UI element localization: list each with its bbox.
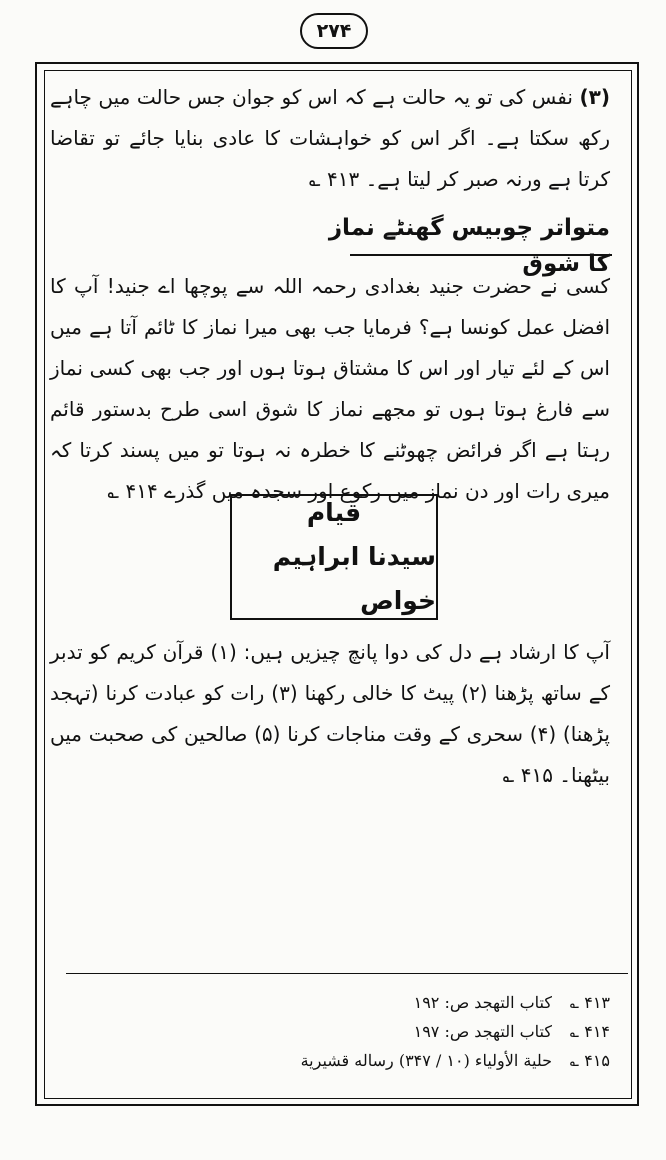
- page-number: ۲۷۴: [300, 13, 368, 49]
- footnotes: [130, 988, 610, 1075]
- footnote-number: ۴۱۳ ؎: [569, 993, 610, 1012]
- paragraph-2: کسی نے حضرت جنید بغدادی رحمہ اللہ سے پوچھا اے جنید! آپ کا افضل عمل کونسا ہے؟ فرمایا جب بھی میرا نماز کا ٹائم آتا ہے میں اس کے لئے تیار اور اس کا مشتاق ہوتا ہوں اور جب بھی کسی نماز سے فارغ ہوتا ہوں تو مجھے نماز کا شوق اسی طرح بدستور قائم رہتا ہے اگر فرائض چھوٹنے کا خطرہ نہ ہوتا تو میں پسند کرتا کہ میری رات اور دن نماز میں رکوع اور سجدہ میں گذرے ۴۱۴ ؎: [50, 274, 610, 503]
- paragraph-3: آپ کا ارشاد ہے دل کی دوا پانچ چیزیں ہیں: (۱) قرآن کریم کو تدبر کے ساتھ پڑھنا (۲) پیٹ کا خالی رکھنا (۳) رات کو عبادت کرنا (تہجد پڑھنا) (۴) سحری کے وقت مناجات کرنا (۵) صالحین کی صحبت میں بیٹھنا۔ ۴۱۵ ؎: [50, 640, 610, 787]
- paragraph-1-text: نفس کی تو یہ حالت ہے کہ اس کو جوان جس حالت میں چاہے رکھ سکتا ہے۔ اگر اس کو خواہشات کا عادی بنایا جائے تو تقاضا کرتا ہے ورنہ صبر کر لیتا ہے۔ ۴۱۳ ؎: [50, 85, 610, 191]
- footnote-item: [130, 988, 610, 1017]
- section-heading: متواتر چوبیس گھنٹے نماز کا شوق: [328, 215, 610, 277]
- heading-underline: [350, 254, 612, 256]
- section-box-title: قیام: [306, 498, 362, 527]
- footnote-number: ۴۱۵ ؎: [569, 1051, 610, 1070]
- footnote-number: ۴۱۴ ؎: [569, 1022, 610, 1041]
- paragraph-1-number: (۳): [579, 85, 610, 109]
- footnote-text: کتاب التهجد ص: ۱۹۲: [413, 993, 552, 1012]
- footnote-divider: [66, 973, 628, 974]
- section-box-subtitle: سیدنا ابراہیم خواص: [272, 542, 436, 615]
- footnote-item: [130, 1046, 610, 1075]
- section-title-box: [230, 494, 438, 620]
- paragraph-1: [50, 77, 610, 200]
- footnote-item: [130, 1017, 610, 1046]
- footnote-text: حلية الأولياء (۱۰ / ۳۴۷) رساله قشيرية: [300, 1051, 552, 1070]
- footnote-text: کتاب التهجد ص: ۱۹۷: [413, 1022, 552, 1041]
